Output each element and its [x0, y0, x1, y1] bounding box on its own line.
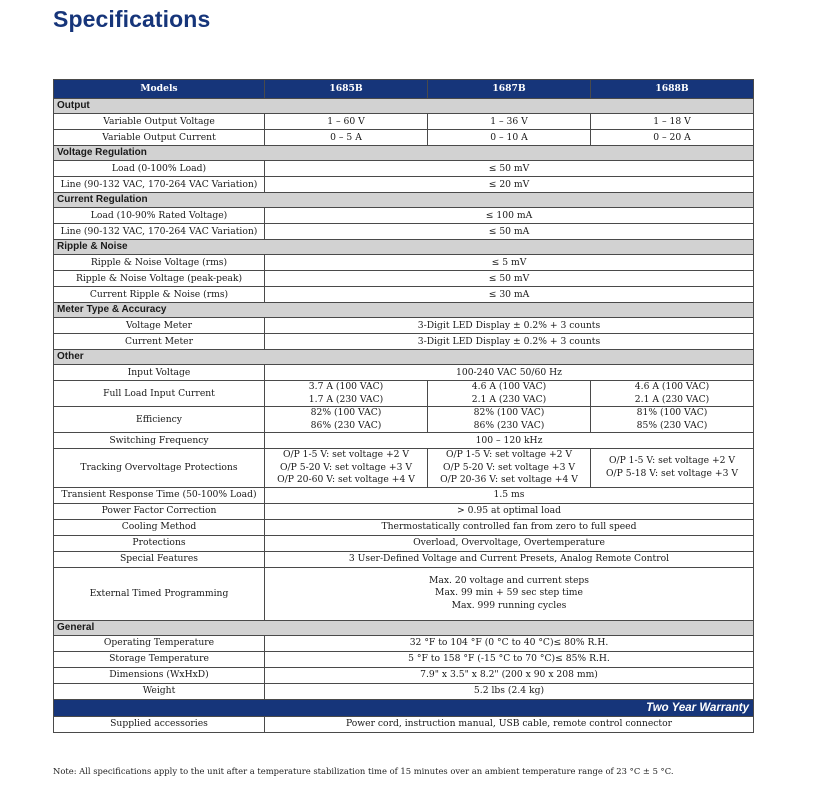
cell-line: 4.6 A (100 VAC) — [471, 381, 547, 392]
section-row — [54, 303, 754, 318]
cell-value: 0 – 20 A — [591, 130, 754, 146]
cell-value: ≤ 50 mV — [265, 271, 754, 287]
cell-value: 1 – 36 V — [428, 114, 591, 130]
table-row — [54, 255, 754, 271]
table-row — [54, 635, 754, 651]
cell-value: 5.2 lbs (2.4 kg) — [265, 683, 754, 699]
cell-value: 1 – 60 V — [265, 114, 428, 130]
cell-value — [265, 567, 754, 620]
row-label: Current Meter — [54, 334, 265, 350]
cell-value: 1.5 ms — [265, 487, 754, 503]
row-label: Weight — [54, 683, 265, 699]
cell-value: 1 – 18 V — [591, 114, 754, 130]
table-row — [54, 683, 754, 699]
table-header-row — [54, 80, 754, 99]
row-label: Special Features — [54, 551, 265, 567]
cell-line: 81% (100 VAC) — [636, 407, 708, 418]
table-row — [54, 271, 754, 287]
section-row — [54, 193, 754, 208]
section-general: General — [54, 620, 754, 635]
table-row — [54, 651, 754, 667]
cell-line: O/P 5-20 V: set voltage +3 V — [280, 461, 412, 473]
table-row — [54, 716, 754, 732]
cell-line: Max. 999 running cycles — [451, 599, 567, 611]
row-label: Transient Response Time (50-100% Load) — [54, 487, 265, 503]
cell-value: ≤ 5 mV — [265, 255, 754, 271]
row-label: External Timed Programming — [54, 567, 265, 620]
table-row — [54, 433, 754, 449]
cell-line: O/P 5-20 V: set voltage +3 V — [443, 461, 575, 473]
cell-line: O/P 1-5 V: set voltage +2 V — [608, 455, 736, 467]
row-label: Storage Temperature — [54, 651, 265, 667]
table-row — [54, 535, 754, 551]
cell-line: 86% (230 VAC) — [473, 419, 545, 431]
cell-value: ≤ 50 mV — [265, 161, 754, 177]
cell-value — [591, 407, 754, 433]
row-label: Line (90-132 VAC, 170-264 VAC Variation) — [54, 177, 265, 193]
row-label: Variable Output Current — [54, 130, 265, 146]
cell-value — [265, 449, 428, 488]
section-ripple-noise: Ripple & Noise — [54, 240, 754, 255]
table-row — [54, 208, 754, 224]
cell-line: Max. 20 voltage and current steps — [428, 574, 590, 586]
row-label: Input Voltage — [54, 365, 265, 381]
row-label: Supplied accessories — [54, 716, 265, 732]
section-row — [54, 350, 754, 365]
cell-line: O/P 1-5 V: set voltage +2 V — [445, 449, 573, 460]
cell-value — [591, 449, 754, 488]
section-voltage-regulation: Voltage Regulation — [54, 146, 754, 161]
section-meter-accuracy: Meter Type & Accuracy — [54, 303, 754, 318]
cell-line: 3.7 A (100 VAC) — [308, 381, 384, 392]
table-row — [54, 381, 754, 407]
table-row — [54, 667, 754, 683]
cell-value: Thermostatically controlled fan from zero to full speed — [265, 519, 754, 535]
cell-line: 4.6 A (100 VAC) — [634, 381, 710, 392]
table-row — [54, 503, 754, 519]
table-row — [54, 365, 754, 381]
cell-value: ≤ 50 mA — [265, 224, 754, 240]
row-label: Tracking Overvoltage Protections — [54, 449, 265, 488]
warranty-spacer — [54, 699, 265, 716]
warranty-banner: Two Year Warranty — [265, 699, 754, 716]
cell-value: 3-Digit LED Display ± 0.2% + 3 counts — [265, 318, 754, 334]
row-label: Line (90-132 VAC, 170-264 VAC Variation) — [54, 224, 265, 240]
table-row — [54, 449, 754, 488]
section-row — [54, 620, 754, 635]
table-row — [54, 161, 754, 177]
cell-value — [265, 407, 428, 433]
table-row — [54, 177, 754, 193]
row-label: Load (10-90% Rated Voltage) — [54, 208, 265, 224]
section-output: Output — [54, 99, 754, 114]
cell-value: 100 – 120 kHz — [265, 433, 754, 449]
row-label: Switching Frequency — [54, 433, 265, 449]
table-row — [54, 519, 754, 535]
cell-line: 85% (230 VAC) — [636, 419, 708, 431]
warranty-row — [54, 699, 754, 716]
table-row — [54, 487, 754, 503]
cell-value: 5 °F to 158 °F (-15 °C to 70 °C)≤ 85% R.H. — [265, 651, 754, 667]
cell-line: 82% (100 VAC) — [473, 407, 545, 418]
cell-line: O/P 20-36 V: set voltage +4 V — [440, 474, 578, 485]
cell-value — [265, 381, 428, 407]
header-model-1687b: 1687B — [428, 80, 591, 99]
table-row — [54, 130, 754, 146]
row-label: Cooling Method — [54, 519, 265, 535]
cell-line: O/P 20-60 V: set voltage +4 V — [277, 474, 415, 485]
table-row — [54, 318, 754, 334]
cell-line: 1.7 A (230 VAC) — [308, 393, 384, 405]
cell-value: Overload, Overvoltage, Overtemperature — [265, 535, 754, 551]
cell-line: O/P 5-18 V: set voltage +3 V — [606, 467, 738, 479]
table-row — [54, 224, 754, 240]
row-label: Load (0-100% Load) — [54, 161, 265, 177]
cell-value: 3 User-Defined Voltage and Current Presets, Analog Remote Control — [265, 551, 754, 567]
cell-value: Power cord, instruction manual, USB cable, remote control connector — [265, 716, 754, 732]
cell-value: 3-Digit LED Display ± 0.2% + 3 counts — [265, 334, 754, 350]
row-label: Ripple & Noise Voltage (rms) — [54, 255, 265, 271]
row-label: Power Factor Correction — [54, 503, 265, 519]
page-title: Specifications — [53, 6, 211, 32]
section-row — [54, 146, 754, 161]
row-label: Efficiency — [54, 407, 265, 433]
cell-line: O/P 1-5 V: set voltage +2 V — [282, 449, 410, 460]
cell-value: 0 – 5 A — [265, 130, 428, 146]
cell-value: 32 °F to 104 °F (0 °C to 40 °C)≤ 80% R.H. — [265, 635, 754, 651]
table-row — [54, 551, 754, 567]
table-row — [54, 287, 754, 303]
cell-value — [591, 381, 754, 407]
cell-line: 2.1 A (230 VAC) — [634, 393, 710, 405]
section-current-regulation: Current Regulation — [54, 193, 754, 208]
cell-value: 100-240 VAC 50/60 Hz — [265, 365, 754, 381]
cell-line: Max. 99 min + 59 sec step time — [435, 587, 583, 599]
table-row — [54, 407, 754, 433]
header-models: Models — [54, 80, 265, 99]
section-row — [54, 240, 754, 255]
table-row — [54, 567, 754, 620]
row-label: Current Ripple & Noise (rms) — [54, 287, 265, 303]
table-row — [54, 334, 754, 350]
row-label: Ripple & Noise Voltage (peak-peak) — [54, 271, 265, 287]
header-model-1685b: 1685B — [265, 80, 428, 99]
cell-value: ≤ 20 mV — [265, 177, 754, 193]
cell-value: 7.9" x 3.5" x 8.2" (200 x 90 x 208 mm) — [265, 667, 754, 683]
cell-value — [428, 381, 591, 407]
specifications-table — [53, 79, 754, 733]
section-row — [54, 99, 754, 114]
row-label: Variable Output Voltage — [54, 114, 265, 130]
header-model-1688b: 1688B — [591, 80, 754, 99]
section-other: Other — [54, 350, 754, 365]
row-label: Voltage Meter — [54, 318, 265, 334]
row-label: Dimensions (WxHxD) — [54, 667, 265, 683]
row-label: Protections — [54, 535, 265, 551]
cell-value — [428, 449, 591, 488]
footnote: Note: All specifications apply to the unit after a temperature stabilization time of 15 minutes over an ambient temperature range of 23 °C ± 5 °C. — [53, 766, 674, 776]
cell-line: 86% (230 VAC) — [310, 419, 382, 431]
cell-value — [428, 407, 591, 433]
cell-value: ≤ 30 mA — [265, 287, 754, 303]
cell-value: > 0.95 at optimal load — [265, 503, 754, 519]
table-row — [54, 114, 754, 130]
cell-value: ≤ 100 mA — [265, 208, 754, 224]
cell-line: 82% (100 VAC) — [310, 407, 382, 418]
row-label: Full Load Input Current — [54, 381, 265, 407]
cell-line: 2.1 A (230 VAC) — [471, 393, 547, 405]
row-label: Operating Temperature — [54, 635, 265, 651]
cell-value: 0 – 10 A — [428, 130, 591, 146]
